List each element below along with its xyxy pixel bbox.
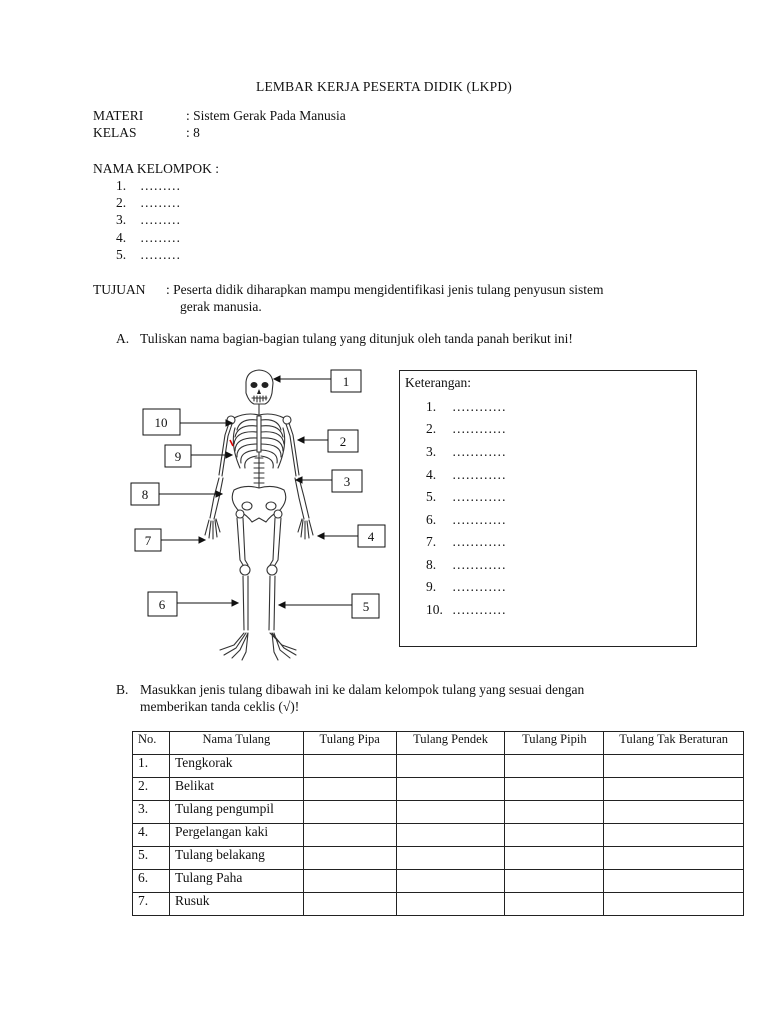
diagram-label-4: 4 xyxy=(367,529,375,544)
diagram-label-9: 9 xyxy=(174,449,182,464)
header-tulang-pipih: Tulang Pipih xyxy=(505,732,604,755)
check-cell-tak-beraturan[interactable] xyxy=(604,801,744,824)
check-cell-pendek[interactable] xyxy=(396,801,505,824)
header-nama-tulang: Nama Tulang xyxy=(169,732,303,755)
check-cell-pipa[interactable] xyxy=(303,778,396,801)
keterangan-number: 9. xyxy=(426,579,437,594)
keterangan-blank: ………… xyxy=(452,534,506,549)
check-cell-pipih[interactable] xyxy=(505,755,604,778)
bone-name: Tulang belakang xyxy=(169,847,303,870)
sternum xyxy=(257,416,261,452)
list-item-blank: ……… xyxy=(140,178,181,193)
row-number: 4. xyxy=(133,824,170,847)
keterangan-number: 3. xyxy=(426,444,437,459)
section-a-instruction: Tuliskan nama bagian-bagian tulang yang ditunjuk oleh tanda panah berikut ini! xyxy=(140,331,573,346)
check-cell-tak-beraturan[interactable] xyxy=(604,824,744,847)
check-cell-pipa[interactable] xyxy=(303,870,396,893)
keterangan-box xyxy=(399,370,697,647)
materi-label: MATERI xyxy=(93,108,144,123)
spine xyxy=(254,452,264,492)
check-cell-pendek[interactable] xyxy=(396,824,505,847)
check-cell-tak-beraturan[interactable] xyxy=(604,870,744,893)
table-row xyxy=(133,824,744,847)
section-a-letter: A. xyxy=(116,331,130,346)
check-cell-pipa[interactable] xyxy=(303,755,396,778)
keterangan-number: 4. xyxy=(426,467,437,482)
diagram-label-8: 8 xyxy=(141,487,149,502)
keterangan-number: 6. xyxy=(426,512,437,527)
keterangan-blank: ………… xyxy=(452,444,506,459)
bone-name: Belikat xyxy=(169,778,303,801)
table-row xyxy=(133,801,744,824)
keterangan-number: 10. xyxy=(426,602,443,617)
row-number: 7. xyxy=(133,893,170,916)
diagram-label-3: 3 xyxy=(343,474,351,489)
keterangan-number: 2. xyxy=(426,421,437,436)
keterangan-blank: ………… xyxy=(452,421,506,436)
keterangan-blank: ………… xyxy=(452,399,506,414)
check-cell-pendek[interactable] xyxy=(396,870,505,893)
diagram-label-5: 5 xyxy=(362,599,370,614)
check-cell-tak-beraturan[interactable] xyxy=(604,893,744,916)
tibia-fibula xyxy=(243,576,275,630)
diagram-label-2: 2 xyxy=(339,434,347,449)
check-cell-tak-beraturan[interactable] xyxy=(604,755,744,778)
header-tulang-pipa: Tulang Pipa xyxy=(303,732,396,755)
section-b-instruction-line1: Masukkan jenis tulang dibawah ini ke dalam kelompok tulang yang sesuai dengan xyxy=(140,682,585,697)
bone-name: Tengkorak xyxy=(169,755,303,778)
section-b-instruction-line2: memberikan tanda ceklis (√)! xyxy=(140,699,300,714)
list-item-blank: ……… xyxy=(140,212,181,227)
skeleton-diagram xyxy=(128,360,390,665)
table-row xyxy=(133,755,744,778)
keterangan-number: 8. xyxy=(426,557,437,572)
list-item-blank: ……… xyxy=(140,247,181,262)
row-number: 2. xyxy=(133,778,170,801)
table-row xyxy=(133,847,744,870)
section-b-letter: B. xyxy=(116,682,129,697)
humerus-right-side xyxy=(219,423,229,475)
list-item-number: 2. xyxy=(116,195,127,210)
keterangan-title: Keterangan: xyxy=(405,375,471,390)
keterangan-number: 7. xyxy=(426,534,437,549)
foot-left xyxy=(220,633,248,660)
keterangan-blank: ………… xyxy=(452,579,506,594)
check-cell-pipa[interactable] xyxy=(303,801,396,824)
header-no: No. xyxy=(133,732,170,755)
foot-right xyxy=(270,633,296,660)
table-header-row xyxy=(133,732,744,755)
page-title: LEMBAR KERJA PESERTA DIDIK (LKPD) xyxy=(256,79,512,94)
check-cell-pipih[interactable] xyxy=(505,824,604,847)
check-cell-pipih[interactable] xyxy=(505,778,604,801)
check-cell-pendek[interactable] xyxy=(396,847,505,870)
tujuan-text-line1: : Peserta didik diharapkan mampu mengidentifikasi jenis tulang penyusun sistem xyxy=(166,282,604,297)
list-item-number: 5. xyxy=(116,247,127,262)
keterangan-number: 5. xyxy=(426,489,437,504)
keterangan-blank: ………… xyxy=(452,512,506,527)
list-item-number: 3. xyxy=(116,212,127,227)
table-row xyxy=(133,893,744,916)
table-row xyxy=(133,870,744,893)
row-number: 6. xyxy=(133,870,170,893)
radius-ulna xyxy=(210,478,223,519)
list-item-blank: ……… xyxy=(140,195,181,210)
nama-kelompok-label: NAMA KELOMPOK : xyxy=(93,161,220,176)
bone-name: Pergelangan kaki xyxy=(169,824,303,847)
check-cell-pipih[interactable] xyxy=(505,870,604,893)
table-row xyxy=(133,778,744,801)
hand-left xyxy=(205,519,220,539)
check-cell-pipih[interactable] xyxy=(505,801,604,824)
list-item-number: 1. xyxy=(116,178,127,193)
bone-name: Tulang pengumpil xyxy=(169,801,303,824)
tujuan-label: TUJUAN xyxy=(93,282,146,297)
keterangan-blank: ………… xyxy=(452,489,506,504)
check-cell-pipa[interactable] xyxy=(303,893,396,916)
check-cell-tak-beraturan[interactable] xyxy=(604,778,744,801)
check-cell-pendek[interactable] xyxy=(396,893,505,916)
bone-name: Tulang Paha xyxy=(169,870,303,893)
row-number: 5. xyxy=(133,847,170,870)
header-tulang-tak-beraturan: Tulang Tak Beraturan xyxy=(604,732,744,755)
kelas-label: KELAS xyxy=(93,125,137,140)
diagram-label-1: 1 xyxy=(342,374,350,389)
check-cell-pipa[interactable] xyxy=(303,824,396,847)
check-cell-pendek[interactable] xyxy=(396,755,505,778)
keterangan-number: 1. xyxy=(426,399,437,414)
tujuan-text-line2: gerak manusia. xyxy=(180,299,262,314)
keterangan-blank: ………… xyxy=(452,557,506,572)
femur xyxy=(237,518,248,565)
diagram-label-6: 6 xyxy=(158,597,166,612)
row-number: 3. xyxy=(133,801,170,824)
check-cell-pipih[interactable] xyxy=(505,893,604,916)
bone-name: Rusuk xyxy=(169,893,303,916)
check-cell-pipih[interactable] xyxy=(505,847,604,870)
check-cell-pipa[interactable] xyxy=(303,847,396,870)
kelas-value: : 8 xyxy=(186,125,200,140)
list-item-number: 4. xyxy=(116,230,127,245)
bone-classification-table xyxy=(132,731,744,916)
keterangan-blank: ………… xyxy=(452,602,506,617)
check-cell-pendek[interactable] xyxy=(396,778,505,801)
diagram-label-7: 7 xyxy=(144,533,152,548)
check-cell-tak-beraturan[interactable] xyxy=(604,847,744,870)
header-tulang-pendek: Tulang Pendek xyxy=(396,732,505,755)
list-item-blank: ……… xyxy=(140,230,181,245)
materi-value: : Sistem Gerak Pada Manusia xyxy=(186,108,346,123)
row-number: 1. xyxy=(133,755,170,778)
diagram-label-10: 10 xyxy=(154,415,168,430)
keterangan-blank: ………… xyxy=(452,467,506,482)
